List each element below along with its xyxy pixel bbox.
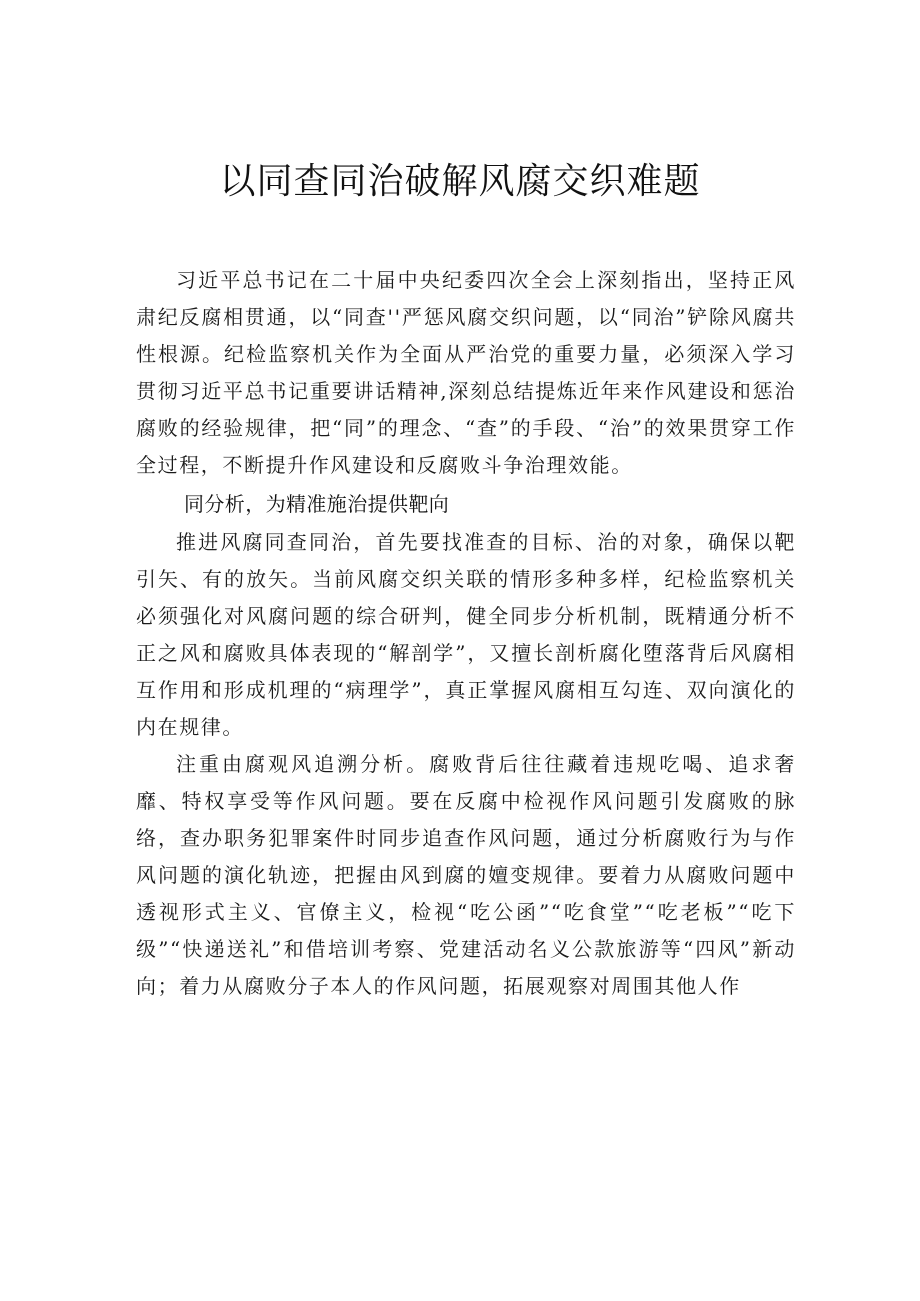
document-title: 以同查同治破解风腐交织难题 (219, 161, 701, 202)
document-body (136, 262, 796, 1005)
section-paragraph-2: 注重由腐观风追溯分析。腐败背后往往藏着违规吃喝、追求奢靡、特权享受等作风问题。要在反腐中检视作风问题引发腐败的脉络，查办职务犯罪案件时同步追查作风问题，通过分析腐败行为与作风问题的演化轨迹，把握由风到腐的嬗变规律。要着力从腐败问题中透视形式主义、官僚主义，检视“吃公函”“吃食堂”“吃老板”“吃下级”“快递送礼”和借培训考察、党建活动名义公款旅游等“四风”新动向；着力从腐败分子本人的作风问题，拓展观察对周围其他人作 (136, 752, 796, 998)
section-heading: 同分析，为精准施治提供靶向 (184, 492, 450, 516)
intro-paragraph: 习近平总书记在二十届中央纪委四次全会上深刻指出，坚持正风肃纪反腐相贯通，以“同查''严惩风腐交织问题，以“同治”铲除风腐共性根源。纪检监察机关作为全面从严治党的重要力量，必须深入学习贯彻习近平总书记重要讲话精神,深刻总结提炼近年来作风建设和惩治腐败的经验规律，把“同”的理念、“查”的手段、“治”的效果贯穿工作全过程，不断提升作风建设和反腐败斗争治理效能。 (136, 268, 796, 477)
section-paragraph-1: 推进风腐同查同治，首先要找准查的目标、治的对象，确保以靶引矢、有的放矢。当前风腐交织关联的情形多种多样，纪检监察机关必须强化对风腐问题的综合研判，健全同步分析机制，既精通分析不正之风和腐败具体表现的“解剖学”，又擅长剖析腐化堕落背后风腐相互作用和形成机理的“病理学”，真正掌握风腐相互勾连、双向演化的内在规律。 (136, 530, 796, 739)
